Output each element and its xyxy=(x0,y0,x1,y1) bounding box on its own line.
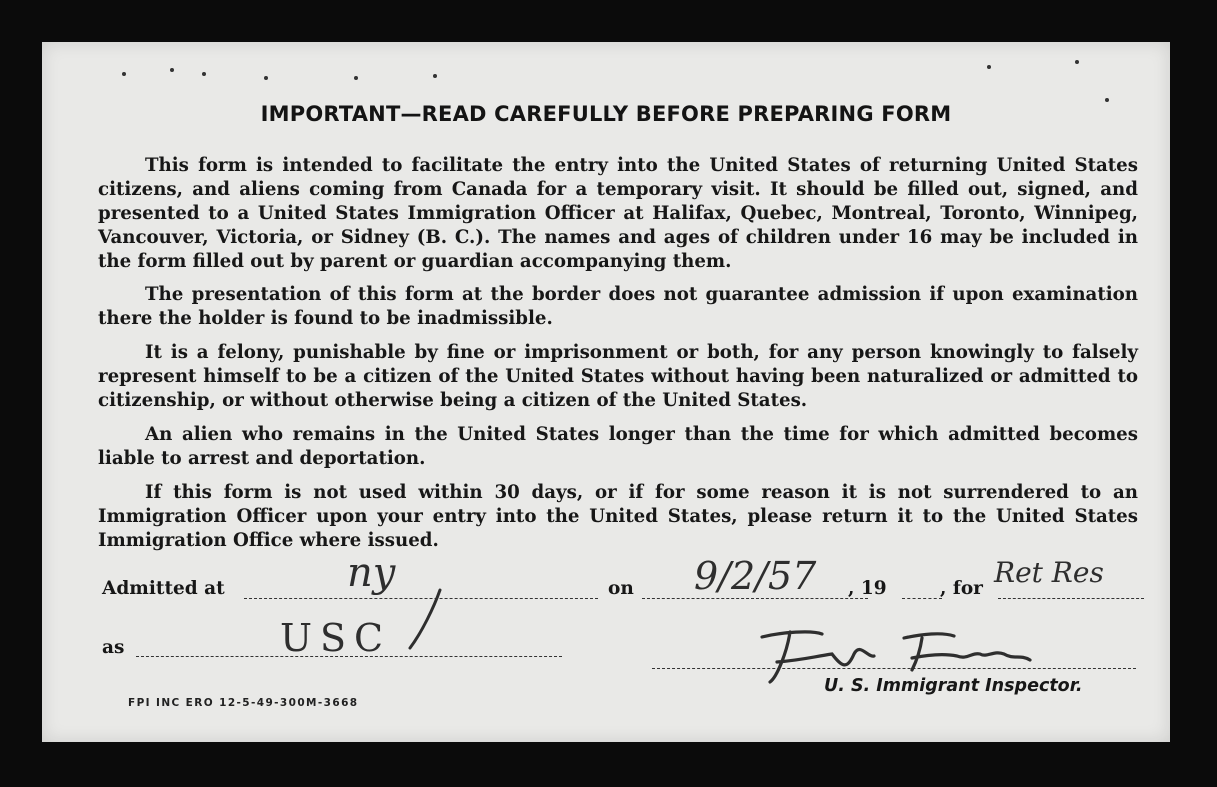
paragraph-felony: It is a felony, punishable by fine or imprisonment or both, for any person knowingly to falsely represent himself to be a citizen of the United States without having been naturalized or admitted to citizenship, or without otherwise being a citizen of the United States. xyxy=(98,342,1138,411)
for-label: , for xyxy=(940,578,983,599)
form-number: FPI INC ERO 12-5-49-300M-3668 xyxy=(128,697,359,709)
paragraph-return: If this form is not used within 30 days, or if for some reason it is not surrendered to an Immigration Officer upon your entry into the United States, please return it to the United States Immigration Office where issued. xyxy=(98,482,1138,551)
signature-mark xyxy=(42,42,1170,742)
paragraph-purpose: This form is intended to facilitate the entry into the United States of returning United States citizens, and aliens coming from Canada for a temporary visit. It should be filled out, signed, and presented to a United States Immigration Officer at Halifax, Quebec, Montreal, Toronto, Winnipeg, Vancouver, Victoria, or Sidney (B. C.). The names and ages of children under 16 may be included in the form filled out by parent or guardian accompanying them. xyxy=(98,155,1138,272)
as-value: USC xyxy=(280,616,392,660)
year-prefix: , 19 xyxy=(848,578,887,599)
paragraph-admission: The presentation of this form at the border does not guarantee admission if upon examination there the holder is found to be inadmissible. xyxy=(98,284,1138,329)
date-value: 9/2/57 xyxy=(694,554,817,598)
for-value: Ret Res xyxy=(994,556,1104,589)
paragraph-deportation: An alien who remains in the United States longer than the time for which admitted becomes liable to arrest and deportation. xyxy=(98,424,1138,469)
admitted-at-value: ny xyxy=(347,550,396,596)
form-title: IMPORTANT—READ CAREFULLY BEFORE PREPARING FORM xyxy=(260,102,952,126)
admitted-at-label: Admitted at xyxy=(102,578,225,599)
entry-form-card xyxy=(42,42,1170,742)
inspector-caption: U. S. Immigrant Inspector. xyxy=(824,676,1083,696)
as-label: as xyxy=(102,637,125,658)
on-label: on xyxy=(608,578,634,599)
